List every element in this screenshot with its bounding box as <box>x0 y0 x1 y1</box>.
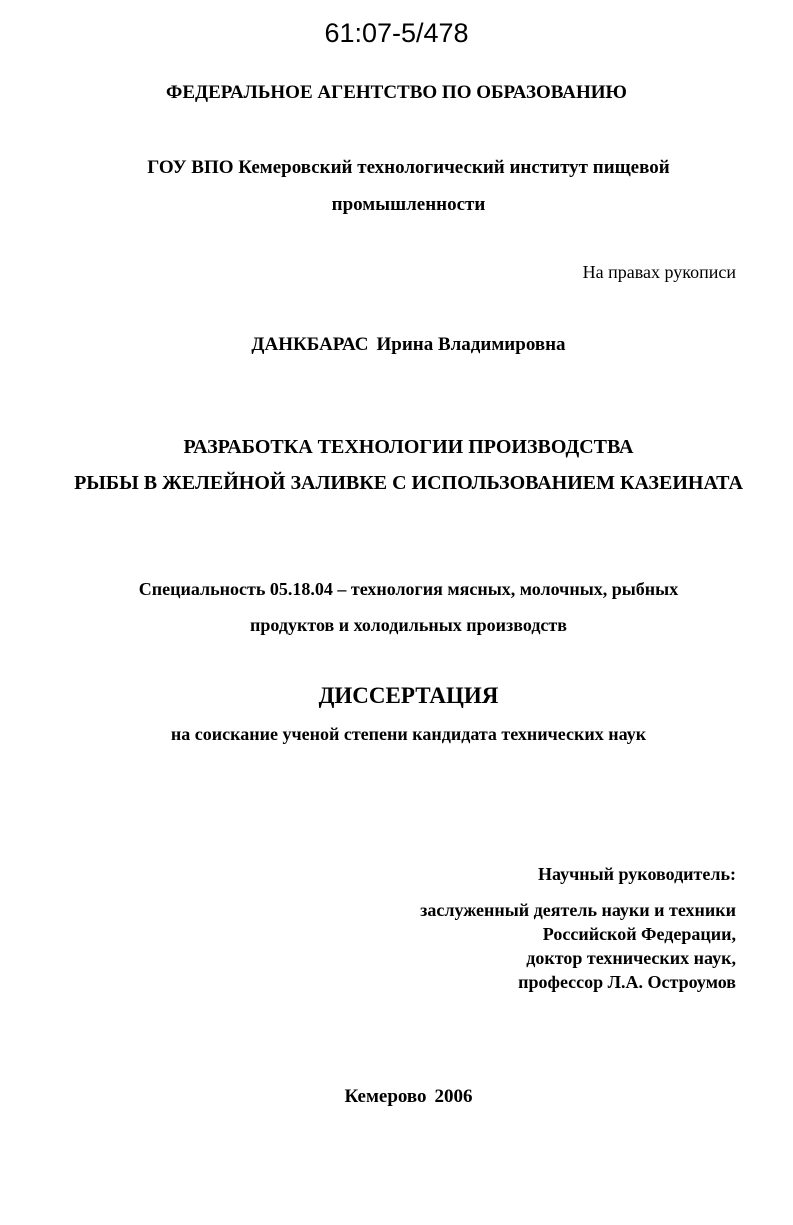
institution-line-2: промышленности <box>331 194 486 215</box>
place-and-year <box>12 1086 793 1108</box>
catalog-number: 61:07-5/478 <box>324 18 469 48</box>
rights-note: На правах рукописи <box>582 262 736 282</box>
supervisor-heading: Научный руководитель: <box>538 864 736 884</box>
title-line-2: РЫБЫ В ЖЕЛЕЙНОЙ ЗАЛИВКЕ С ИСПОЛЬЗОВАНИЕМ КАЗЕИНАТА <box>74 472 743 494</box>
agency-name: ФЕДЕРАЛЬНОЕ АГЕНТСТВО ПО ОБРАЗОВАНИЮ <box>166 82 627 103</box>
degree-line: на соискание ученой степени кандидата технических наук <box>170 724 647 744</box>
supervisor-line-4: профессор Л.А. Остроумов <box>518 972 736 992</box>
place: Кемерово <box>344 1086 427 1107</box>
author-name: Ирина Владимировна <box>376 334 566 355</box>
specialty-line-1: Специальность 05.18.04 – технология мясных, молочных, рыбных <box>138 579 679 599</box>
author <box>12 334 793 356</box>
supervisor-line-1: заслуженный деятель науки и техники <box>420 900 736 920</box>
title-line-1: РАЗРАБОТКА ТЕХНОЛОГИИ ПРОИЗВОДСТВА <box>183 436 634 458</box>
supervisor-line-3: доктор технических наук, <box>526 948 736 968</box>
year: 2006 <box>434 1086 473 1107</box>
document-type: ДИССЕРТАЦИЯ <box>318 683 499 708</box>
institution-line-1: ГОУ ВПО Кемеровский технологический институт пищевой <box>147 157 670 178</box>
specialty-line-2: продуктов и холодильных производств <box>250 615 567 635</box>
supervisor-line-2: Российской Федерации, <box>542 924 736 944</box>
author-surname: ДАНКБАРАС <box>251 334 369 355</box>
